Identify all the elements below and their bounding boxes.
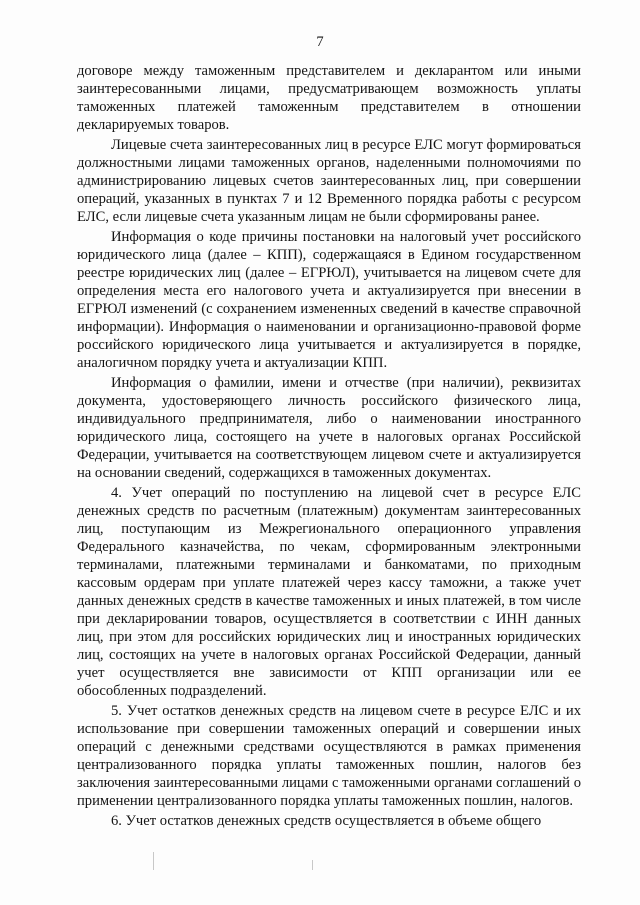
paragraph-item-4: 4. Учет операций по поступлению на лицевой счет в ресурсе ЕЛС денежных средств по расчетным (платежным) документам заинтересованных лиц, поступающим из Межрегионального операционного управления Федерального казначейства, по чекам, сформированным электронными терминалами, платежными терминалами и банкоматами, по приходным кассовым ордерам при уплате платежей через кассу таможни, а также учет данных денежных средств в качестве таможенных и иных платежей, в том числе при декларировании товаров, осуществляется в соответствии с ИНН данных лиц, при этом для российских юридических лиц и иностранных юридических лиц, состоящих на учете в налоговых органах Российской Федерации, данный учет осуществляется вне зависимости от КПП организации или ее обособленных подразделений. xyxy=(77,485,581,699)
paragraph-continuation: договоре между таможенным представителем и декларантом или иными заинтересованными лицами, предусматривающем возможность уплаты таможенных платежей таможенным представителем в отношении декларируемых товаров. xyxy=(77,63,581,133)
page-number: 7 xyxy=(316,34,324,50)
paragraph-kpp-info: Информация о коде причины постановки на налоговый учет российского юридического лица (далее – КПП), содержащаяся в Едином государственном реестре юридических лиц (далее – ЕГРЮЛ), учитывается на лицевом счете для определения места его налогового учета и актуализируется при внесении в ЕГРЮЛ изменений (с сохранением измененных сведений в качестве справочной информации). Информация о наименовании и организационно-правовой форме российского юридического лица учитывается и актуализируется в порядке, аналогичном порядку учета и актуализации КПП. xyxy=(77,229,581,371)
scan-artifact xyxy=(312,860,313,870)
document-body xyxy=(77,62,581,830)
paragraph-person-info: Информация о фамилии, имени и отчестве (при наличии), реквизитах документа, удостоверяющего личность российского физического лица, индивидуального предпринимателя, либо о наименовании иностранного юридического лица, состоящего на учете в налоговых органах Российской Федерации, учитывается на соответствующем лицевом счете и актуализируется на основании сведений, содержащихся в таможенных документах. xyxy=(77,375,581,481)
paragraph-item-5: 5. Учет остатков денежных средств на лицевом счете в ресурсе ЕЛС и их использование при совершении таможенных операций и совершении иных операций с денежными средствами осуществляются в рамках применения централизованного порядка уплаты таможенных пошлин, налогов без заключения заинтересованными лицами с таможенными органами соглашений о применении централизованного порядка уплаты таможенных пошлин, налогов. xyxy=(77,703,581,809)
paragraph-item-6: 6. Учет остатков денежных средств осуществляется в объеме общего xyxy=(111,813,542,829)
paragraph-personal-accounts: Лицевые счета заинтересованных лиц в ресурсе ЕЛС могут формироваться должностными лицами таможенных органов, наделенными полномочиями по администрированию лицевых счетов заинтересованных лиц, при совершении операций, указанных в пунктах 7 и 12 Временного порядка работы с ресурсом ЕЛС, если лицевые счета указанным лицам не были сформированы ранее. xyxy=(77,137,581,225)
scan-artifact xyxy=(153,852,154,870)
